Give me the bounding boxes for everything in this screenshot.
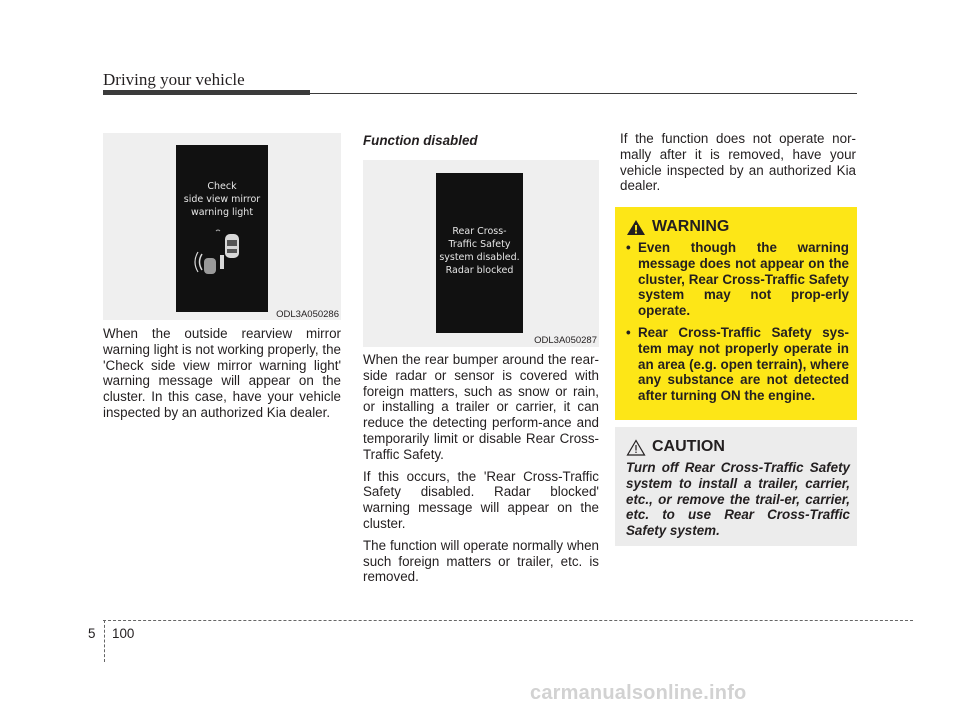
figure-function-disabled <box>363 160 599 347</box>
column-3-text <box>620 131 856 200</box>
section-heading: Function disabled <box>363 133 478 148</box>
warning-list <box>624 240 849 410</box>
cluster-message: Rear Cross- Traffic Safety system disabled. Radar blocked <box>439 226 520 276</box>
figure-code: ODL3A050286 <box>276 309 339 320</box>
column-2-text <box>363 352 599 591</box>
cluster-message: Check side view mirror warning light <box>183 181 261 218</box>
warning-heading <box>626 218 729 236</box>
column-1-text <box>103 326 341 427</box>
caution-heading <box>626 438 725 456</box>
paragraph: If this occurs, the 'Rear Cross-Traffic Safety disabled. Radar blocked' warning message will appear on the cluster. <box>363 468 599 531</box>
car-radar-icon <box>176 225 268 295</box>
figure-mirror-warning <box>103 133 341 320</box>
cluster-screen <box>436 173 523 333</box>
paragraph: When the outside rearview mirror warning light is not working properly, the 'Check side view mirror warning light' warning message will appear on the cluster. In this case, have your vehicle inspected by an authorized Kia dealer. <box>103 326 341 420</box>
paragraph: If the function does not operate nor-mally after it is removed, have your vehicle inspected by an authorized Kia dealer. <box>620 131 856 194</box>
watermark: carmanualsonline.info <box>530 682 747 704</box>
figure-code: ODL3A050287 <box>534 335 597 346</box>
page-number: 100 <box>112 626 135 641</box>
caution-text: Turn off Rear Cross-Traffic Safety system to install a trailer, carrier, etc., or remove the trail-er, carrier, etc. to use Rear Cross-Traffic Safety system. <box>626 460 850 539</box>
header-rule-thin <box>310 93 857 94</box>
chapter-number: 5 <box>88 626 96 641</box>
footer-rule <box>103 620 913 621</box>
footer-divider <box>104 620 105 662</box>
cluster-screen <box>176 145 268 312</box>
caution-box <box>615 427 857 546</box>
header-rule-thick <box>103 90 310 95</box>
paragraph: When the rear bumper around the rear-side radar or sensor is covered with foreign matters, such as snow or rain, or installing a trailer or carrier, it can reduce the detecting perform-ance and temporarily limit or disable Rear Cross-Traffic Safety. <box>363 352 599 462</box>
list-item: • Rear Cross-Traffic Safety sys-tem may not properly operate in an area (e.g. open terrain), where any substance are not detected after turning ON the engine. <box>626 324 849 404</box>
warning-title: WARNING <box>652 218 730 235</box>
caution-title: CAUTION <box>652 438 725 455</box>
paragraph: The function will operate normally when such foreign matters or trailer, etc. is removed. <box>363 537 599 585</box>
page-header-title: Driving your vehicle <box>103 70 245 89</box>
warning-box <box>615 207 857 420</box>
warning-triangle-icon <box>626 219 646 236</box>
list-item: • Even though the warning message does not appear on the cluster, Rear Cross-Traffic Safety system may not prop-erly operate. <box>626 240 849 319</box>
caution-triangle-icon <box>626 439 646 456</box>
